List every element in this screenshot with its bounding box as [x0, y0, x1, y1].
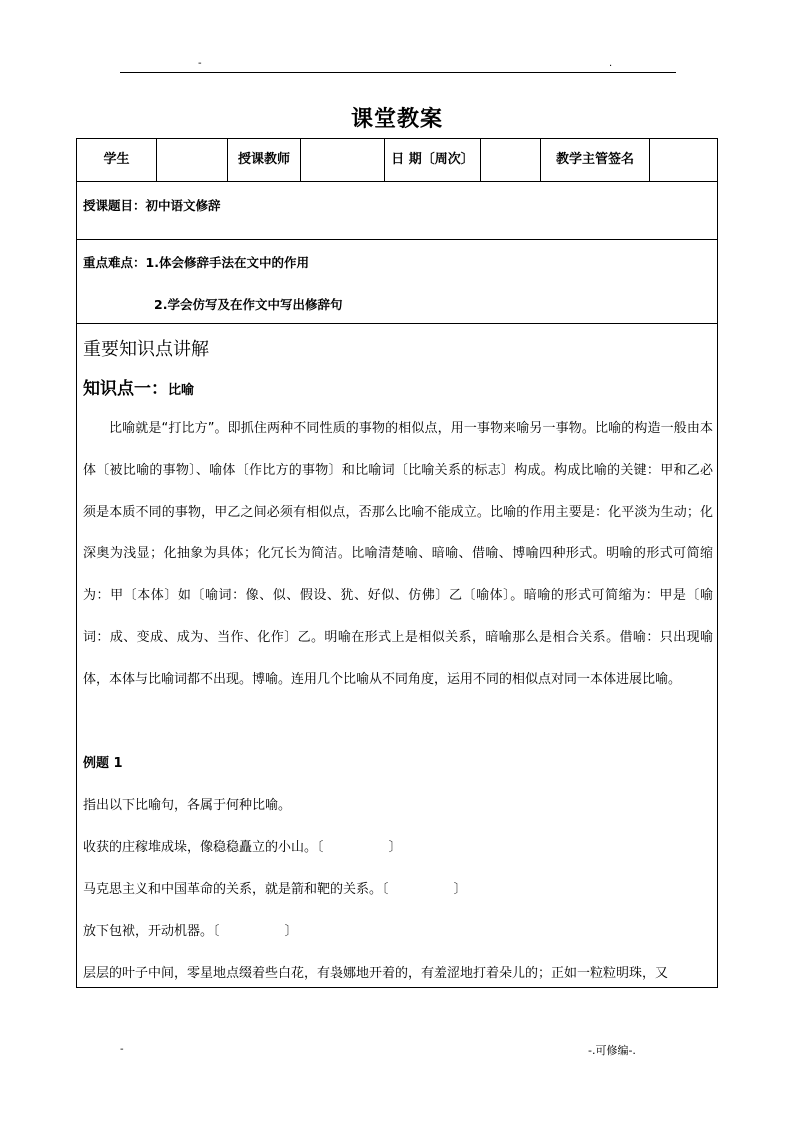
- header-left-mark: -: [198, 58, 202, 69]
- header-rule: [120, 72, 676, 73]
- example-item: 放下包袱，开动机器。〔 〕: [83, 924, 298, 939]
- header-right-mark: .: [609, 58, 613, 69]
- page-title: 课堂教案: [350, 107, 443, 132]
- knowledge-point-topic: 比喻: [168, 383, 195, 398]
- info-row: [77, 139, 717, 182]
- supervisor-value-cell[interactable]: [650, 139, 718, 181]
- date-value-cell[interactable]: [481, 139, 541, 181]
- lesson-plan-table: [76, 138, 718, 988]
- student-label: 学生: [77, 139, 157, 181]
- teacher-label: 授课教师: [228, 139, 301, 181]
- focus-row: [77, 240, 717, 324]
- topic-row: [77, 182, 717, 240]
- student-value-cell[interactable]: [157, 139, 228, 181]
- example-item: 收获的庄稼堆成垛，像稳稳矗立的小山。〔 〕: [83, 840, 402, 855]
- footer-left-mark: -: [120, 1044, 124, 1055]
- focus-line-2: 2.学会仿写及在作文中写出修辞句: [154, 297, 343, 312]
- footer-right-text: -.可修编-.: [588, 1044, 636, 1057]
- teacher-value-cell[interactable]: [301, 139, 385, 181]
- example-item: 层层的叶子中间，零星地点缀着些白花，有袅娜地开着的，有羞涩地打着朵儿的；正如一粒粒明珠，又: [83, 966, 669, 981]
- knowledge-point-title: [83, 374, 194, 399]
- example-label: 例题 1: [83, 756, 123, 771]
- metaphor-explanation: 比喻就是“打比方”。即抓住两种不同性质的事物的相似点，用一事物来喻另一事物。比喻的构造一般由本体〔被比喻的事物〕、喻体〔作比方的事物〕和比喻词〔比喻关系的标志〕构成。构成比喻的关键：甲和乙必须是本质不同的事物，甲乙之间必须有相似点，否那么比喻不能成立。比喻的作用主要是：化平淡为生动；化深奥为浅显；化抽象为具体；化冗长为简洁。比喻清楚喻、暗喻、借喻、博喻四种形式。明喻的形式可简缩为：甲〔本体〕如〔喻词：像、似、假设、犹、好似、仿佛〕乙〔喻体〕。暗喻的形式可简缩为：甲是〔喻词：成、变成、成为、当作、化作〕乙。明喻在形式上是相似关系，暗喻那么是相合关系。借喻：只出现喻体，本体与比喻词都不出现。博喻。连用几个比喻从不同角度，运用不同的相似点对同一本体进展比喻。: [83, 421, 713, 687]
- example-instruction: 指出以下比喻句，各属于何种比喻。: [83, 798, 292, 813]
- date-label: 日 期〔周次〕: [385, 139, 481, 181]
- knowledge-point-label: 知识点一：: [83, 379, 168, 399]
- example-item: 马克思主义和中国革命的关系，就是箭和靶的关系。〔 〕: [83, 882, 467, 897]
- topic-label: 授课题目：初中语文修辞: [83, 198, 221, 213]
- supervisor-label: 教学主管签名: [541, 139, 650, 181]
- focus-line-1: 重点难点：1.体会修辞手法在文中的作用: [83, 255, 309, 270]
- section-heading: 重要知识点讲解: [83, 339, 209, 360]
